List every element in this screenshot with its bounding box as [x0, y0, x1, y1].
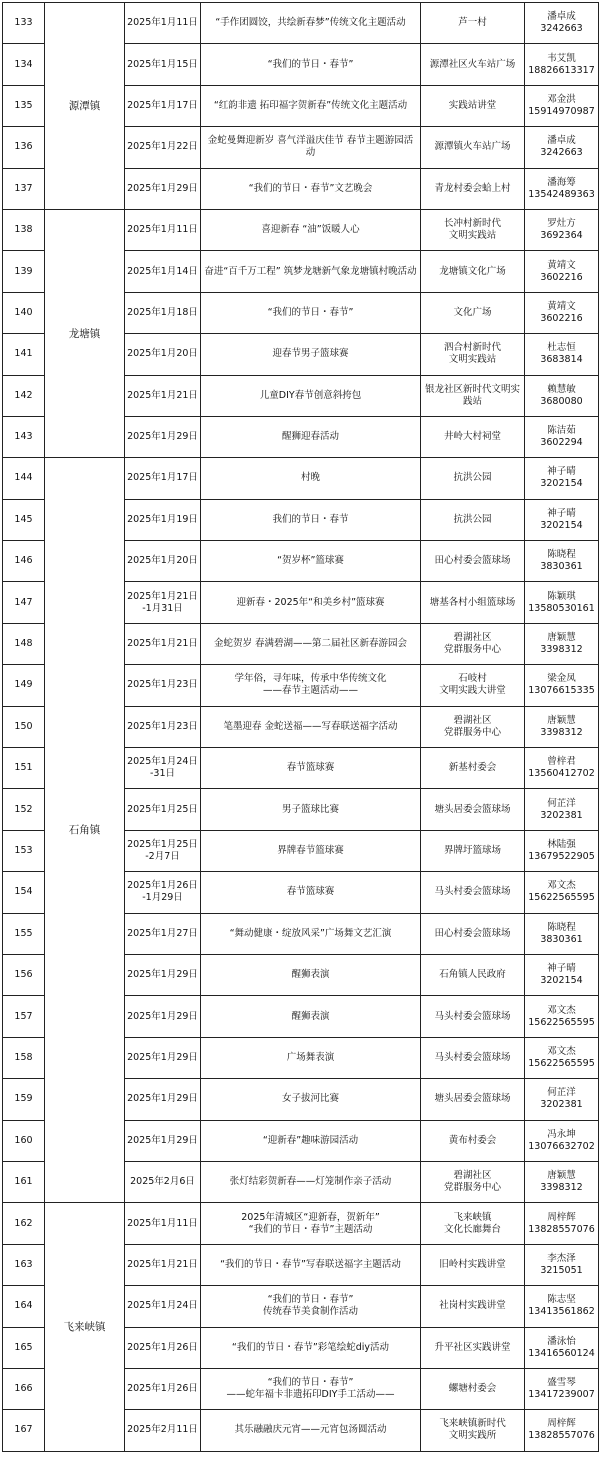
activity-contact: 林陆强 13679522905: [525, 830, 599, 871]
table-row: [3, 209, 599, 250]
activity-date: 2025年1月29日: [125, 1037, 201, 1078]
row-number: 145: [3, 499, 45, 540]
activity-contact: 李杰泽 3215051: [525, 1244, 599, 1285]
activity-name: 笔墨迎春 金蛇送福——写春联送福字活动: [201, 706, 421, 747]
activity-place: 抗洪公园: [421, 458, 525, 499]
activity-place: 芦一村: [421, 3, 525, 44]
row-number: 163: [3, 1244, 45, 1285]
row-number: 137: [3, 168, 45, 209]
activity-date: 2025年1月14日: [125, 251, 201, 292]
town-cell: 石角镇: [45, 458, 125, 1203]
activity-place: 井岭大村祠堂: [421, 416, 525, 457]
activity-date: 2025年1月29日: [125, 954, 201, 995]
row-number: 146: [3, 541, 45, 582]
activity-date: 2025年2月6日: [125, 1161, 201, 1202]
table-body: [3, 3, 599, 1452]
row-number: 149: [3, 665, 45, 706]
activity-place: 旧岭村实践讲堂: [421, 1244, 525, 1285]
activity-name: 醒狮表演: [201, 954, 421, 995]
activity-contact: 何芷洋 3202381: [525, 1079, 599, 1120]
row-number: 134: [3, 44, 45, 85]
row-number: 161: [3, 1161, 45, 1202]
row-number: 155: [3, 913, 45, 954]
activity-name: “我们的节日・春节”: [201, 292, 421, 333]
activity-name: “我们的节日・春节”: [201, 44, 421, 85]
activity-date: 2025年1月26日: [125, 1368, 201, 1409]
activity-name: 喜迎新春 “油”饭暖人心: [201, 209, 421, 250]
activity-place: 螺塘村委会: [421, 1368, 525, 1409]
activity-name: 春节篮球赛: [201, 748, 421, 789]
activity-date: 2025年1月21日: [125, 375, 201, 416]
activity-place: 石岐村 文明实践大讲堂: [421, 665, 525, 706]
row-number: 165: [3, 1327, 45, 1368]
row-number: 142: [3, 375, 45, 416]
activity-name: 其乐融融庆元宵——元宵包汤圆活动: [201, 1410, 421, 1451]
activity-name: 女子拔河比赛: [201, 1079, 421, 1120]
activity-date: 2025年1月26日 -1月29日: [125, 872, 201, 913]
activity-name: 张灯结彩贺新春——灯笼制作亲子活动: [201, 1161, 421, 1202]
activity-contact: 陈颖琪 13580530161: [525, 582, 599, 623]
row-number: 148: [3, 623, 45, 664]
row-number: 144: [3, 458, 45, 499]
activity-date: 2025年1月24日: [125, 1286, 201, 1327]
activity-place: 田心村委会篮球场: [421, 913, 525, 954]
activity-name: “贺岁杯”篮球赛: [201, 541, 421, 582]
activity-contact: 周梓辉 13828557076: [525, 1203, 599, 1244]
activity-name: 学年俗，寻年味，传承中华传统文化 ——春节主题活动——: [201, 665, 421, 706]
activity-name: “我们的节日・春节”文艺晚会: [201, 168, 421, 209]
activity-date: 2025年1月29日: [125, 168, 201, 209]
activity-place: 实践站讲堂: [421, 85, 525, 126]
activity-contact: 陈志坚 13413561862: [525, 1286, 599, 1327]
row-number: 136: [3, 127, 45, 168]
activity-date: 2025年1月19日: [125, 499, 201, 540]
activity-place: 马头村委会篮球场: [421, 1037, 525, 1078]
row-number: 156: [3, 954, 45, 995]
activity-date: 2025年1月20日: [125, 334, 201, 375]
activity-date: 2025年1月22日: [125, 127, 201, 168]
row-number: 164: [3, 1286, 45, 1327]
activity-place: 源潭镇火车站广场: [421, 127, 525, 168]
activity-place: 马头村委会篮球场: [421, 872, 525, 913]
activity-place: 文化广场: [421, 292, 525, 333]
row-number: 167: [3, 1410, 45, 1451]
row-number: 152: [3, 789, 45, 830]
activity-name: 男子篮球比赛: [201, 789, 421, 830]
activity-name: 奋进“百千万工程” 筑梦龙塘新气象龙塘镇村晚活动: [201, 251, 421, 292]
activity-name: “迎新春”趣味游园活动: [201, 1120, 421, 1161]
activity-date: 2025年1月29日: [125, 1079, 201, 1120]
activity-contact: 潘卓成 3242663: [525, 3, 599, 44]
activity-contact: 潘卓成 3242663: [525, 127, 599, 168]
activity-date: 2025年1月17日: [125, 458, 201, 499]
activity-place: 龙塘镇文化广场: [421, 251, 525, 292]
town-cell: 源潭镇: [45, 3, 125, 210]
activity-name: “我们的节日・春节” ——蛇年福卡非遗拓印DIY手工活动——: [201, 1368, 421, 1409]
activity-contact: 陈晓程 3830361: [525, 541, 599, 582]
row-number: 139: [3, 251, 45, 292]
row-number: 150: [3, 706, 45, 747]
row-number: 141: [3, 334, 45, 375]
row-number: 138: [3, 209, 45, 250]
activity-contact: 神子晴 3202154: [525, 499, 599, 540]
activity-name: “手作团圆饺，共绘新春梦”传统文化主题活动: [201, 3, 421, 44]
activity-date: 2025年1月11日: [125, 3, 201, 44]
row-number: 135: [3, 85, 45, 126]
activity-date: 2025年1月21日: [125, 623, 201, 664]
activity-place: 塘头居委会篮球场: [421, 1079, 525, 1120]
table-row: [3, 3, 599, 44]
activity-name: 界牌春节篮球赛: [201, 830, 421, 871]
activity-contact: 周梓辉 13828557076: [525, 1410, 599, 1451]
row-number: 147: [3, 582, 45, 623]
activity-contact: 盛雪琴 13417239007: [525, 1368, 599, 1409]
activity-name: 春节篮球赛: [201, 872, 421, 913]
activity-name: “我们的节日・春节”彩笔绘蛇diy活动: [201, 1327, 421, 1368]
activity-name: “我们的节日・春节”写春联送福字主题活动: [201, 1244, 421, 1285]
activity-contact: 何芷洋 3202381: [525, 789, 599, 830]
activity-contact: 唐颖慧 3398312: [525, 706, 599, 747]
activity-name: 醒狮迎春活动: [201, 416, 421, 457]
town-cell: 龙塘镇: [45, 209, 125, 457]
activity-place: 田心村委会篮球场: [421, 541, 525, 582]
activity-contact: 潘海筹 13542489363: [525, 168, 599, 209]
activity-name: “红韵非遗 拓印福字贺新春”传统文化主题活动: [201, 85, 421, 126]
activity-contact: 邓文杰 15622565595: [525, 872, 599, 913]
row-number: 143: [3, 416, 45, 457]
activity-contact: 陈晓程 3830361: [525, 913, 599, 954]
activity-place: 泗合村新时代 文明实践站: [421, 334, 525, 375]
row-number: 157: [3, 996, 45, 1037]
activity-contact: 冯永坤 13076632702: [525, 1120, 599, 1161]
activity-date: 2025年1月23日: [125, 665, 201, 706]
activity-place: 马头村委会篮球场: [421, 996, 525, 1037]
activity-name: 金蛇曼舞迎新岁 喜气洋溢庆佳节 春节主题游园活动: [201, 127, 421, 168]
activity-name: “舞动健康・绽放风采”广场舞文艺汇演: [201, 913, 421, 954]
activity-place: 新基村委会: [421, 748, 525, 789]
activity-name: 村晚: [201, 458, 421, 499]
activity-place: 源潭社区火车站广场: [421, 44, 525, 85]
activity-place: 碧湖社区 党群服务中心: [421, 706, 525, 747]
activity-place: 石角镇人民政府: [421, 954, 525, 995]
activity-date: 2025年1月23日: [125, 706, 201, 747]
activity-contact: 韦艾凯 18826613317: [525, 44, 599, 85]
activity-date: 2025年1月18日: [125, 292, 201, 333]
activity-name: 醒狮表演: [201, 996, 421, 1037]
activity-name: 我们的节日・春节: [201, 499, 421, 540]
activity-place: 长冲村新时代 文明实践站: [421, 209, 525, 250]
activity-date: 2025年1月26日: [125, 1327, 201, 1368]
activity-date: 2025年1月29日: [125, 416, 201, 457]
activity-name: 迎春节男子篮球赛: [201, 334, 421, 375]
activity-date: 2025年1月21日: [125, 1244, 201, 1285]
activity-contact: 梁金凤 13076615335: [525, 665, 599, 706]
activity-contact: 曾梓君 13560412702: [525, 748, 599, 789]
activity-contact: 罗灶方 3692364: [525, 209, 599, 250]
activity-date: 2025年1月24日 -31日: [125, 748, 201, 789]
row-number: 158: [3, 1037, 45, 1078]
activity-contact: 潘泳怡 13416560124: [525, 1327, 599, 1368]
activity-place: 飞来峡镇新时代 文明实践所: [421, 1410, 525, 1451]
activity-contact: 邓文杰 15622565595: [525, 996, 599, 1037]
activity-place: 塘头居委会篮球场: [421, 789, 525, 830]
activity-date: 2025年1月11日: [125, 209, 201, 250]
row-number: 151: [3, 748, 45, 789]
row-number: 159: [3, 1079, 45, 1120]
table-row: [3, 1203, 599, 1244]
activity-date: 2025年1月20日: [125, 541, 201, 582]
activity-place: 碧湖社区 党群服务中心: [421, 623, 525, 664]
activity-name: “我们的节日・春节” 传统春节美食制作活动: [201, 1286, 421, 1327]
town-cell: 飞来峡镇: [45, 1203, 125, 1451]
activity-name: 金蛇贺岁 春满碧湖——第二届社区新春游园会: [201, 623, 421, 664]
row-number: 160: [3, 1120, 45, 1161]
activity-date: 2025年1月25日: [125, 789, 201, 830]
activity-place: 界牌圩篮球场: [421, 830, 525, 871]
row-number: 133: [3, 3, 45, 44]
activity-place: 碧湖社区 党群服务中心: [421, 1161, 525, 1202]
activity-contact: 陈洁茹 3602294: [525, 416, 599, 457]
row-number: 154: [3, 872, 45, 913]
activity-place: 抗洪公园: [421, 499, 525, 540]
activity-date: 2025年1月27日: [125, 913, 201, 954]
activity-place: 飞来峡镇 文化长廊舞台: [421, 1203, 525, 1244]
activity-contact: 邓文杰 15622565595: [525, 1037, 599, 1078]
activity-date: 2025年1月21日 -1月31日: [125, 582, 201, 623]
activity-place: 塘基各村小组篮球场: [421, 582, 525, 623]
activity-contact: 唐颖慧 3398312: [525, 623, 599, 664]
activity-place: 社岗村实践讲堂: [421, 1286, 525, 1327]
activity-date: 2025年2月11日: [125, 1410, 201, 1451]
activity-contact: 神子晴 3202154: [525, 954, 599, 995]
activity-contact: 杜志恒 3683814: [525, 334, 599, 375]
activity-table: [2, 2, 599, 1452]
activity-date: 2025年1月29日: [125, 996, 201, 1037]
activity-name: 广场舞表演: [201, 1037, 421, 1078]
activity-date: 2025年1月17日: [125, 85, 201, 126]
row-number: 140: [3, 292, 45, 333]
activity-date: 2025年1月11日: [125, 1203, 201, 1244]
activity-date: 2025年1月15日: [125, 44, 201, 85]
activity-contact: 神子晴 3202154: [525, 458, 599, 499]
activity-place: 黄布村委会: [421, 1120, 525, 1161]
activity-date: 2025年1月25日 -2月7日: [125, 830, 201, 871]
activity-contact: 唐颖慧 3398312: [525, 1161, 599, 1202]
row-number: 162: [3, 1203, 45, 1244]
activity-place: 银龙社区新时代文明实践站: [421, 375, 525, 416]
activity-name: 2025年清城区“迎新春，贺新年” “我们的节日・春节”主题活动: [201, 1203, 421, 1244]
activity-name: 儿童DIY春节创意斜挎包: [201, 375, 421, 416]
activity-contact: 黄靖文 3602216: [525, 292, 599, 333]
row-number: 166: [3, 1368, 45, 1409]
row-number: 153: [3, 830, 45, 871]
activity-contact: 赖慧敏 3680080: [525, 375, 599, 416]
activity-date: 2025年1月29日: [125, 1120, 201, 1161]
table-row: [3, 458, 599, 499]
activity-place: 青龙村委会蛤上村: [421, 168, 525, 209]
activity-place: 升平社区实践讲堂: [421, 1327, 525, 1368]
activity-contact: 黄靖文 3602216: [525, 251, 599, 292]
activity-name: 迎新春・2025年“和美乡村”篮球赛: [201, 582, 421, 623]
activity-contact: 邓金洪 15914970987: [525, 85, 599, 126]
